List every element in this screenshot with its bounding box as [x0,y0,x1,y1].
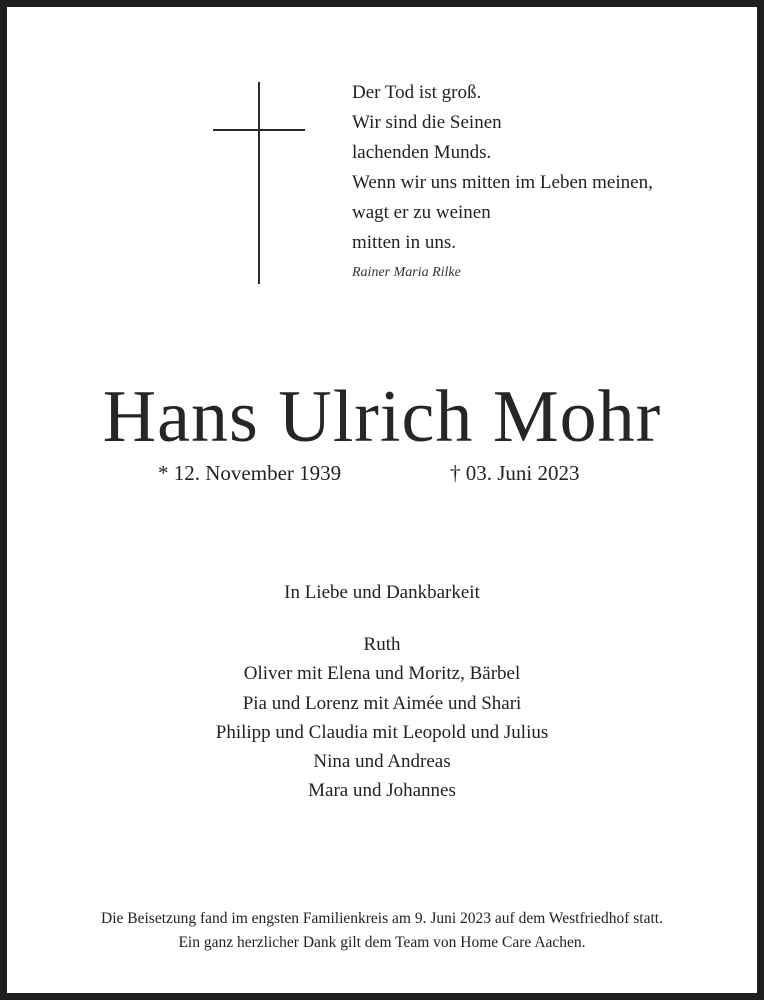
mourner-line: Oliver mit Elena und Moritz, Bärbel [243,663,521,685]
footer-line: Ein ganz herzlicher Dank gilt dem Team von Home Care Aachen. [178,934,586,951]
cross-horizontal-bar [213,129,305,131]
funeral-notice-footer [0,907,764,955]
poem-quote [352,78,653,258]
poem-author: Rainer Maria Rilke [352,265,461,280]
cross-vertical-bar [258,82,260,284]
poem-line: Wir sind die Seinen [352,112,502,133]
deceased-name: Hans Ulrich Mohr [102,376,662,458]
poem-line: lachenden Munds. [352,142,492,163]
mourner-line: Nina und Andreas [313,751,451,773]
poem-line: wagt er zu weinen [352,202,491,223]
death-date: † 03. Juni 2023 [450,461,580,485]
footer-line: Die Beisetzung fand im engsten Familienkreis am 9. Juni 2023 auf dem Westfriedhof statt. [101,910,663,927]
mourner-line: Pia und Lorenz mit Aimée und Shari [242,692,522,714]
mourner-line: Philipp und Claudia mit Leopold und Julius [215,721,549,743]
mourner-line: Mara und Johannes [308,780,456,802]
poem-line: mitten in uns. [352,232,456,253]
poem-line: Der Tod ist groß. [352,82,482,103]
mourner-line: Ruth [363,634,401,655]
cross-icon [213,82,305,284]
birth-date: * 12. November 1939 [158,461,342,485]
mourners-list [0,630,764,806]
poem-line: Wenn wir uns mitten im Leben meinen, [352,172,653,193]
dedication-line: In Liebe und Dankbarkeit [284,582,480,603]
